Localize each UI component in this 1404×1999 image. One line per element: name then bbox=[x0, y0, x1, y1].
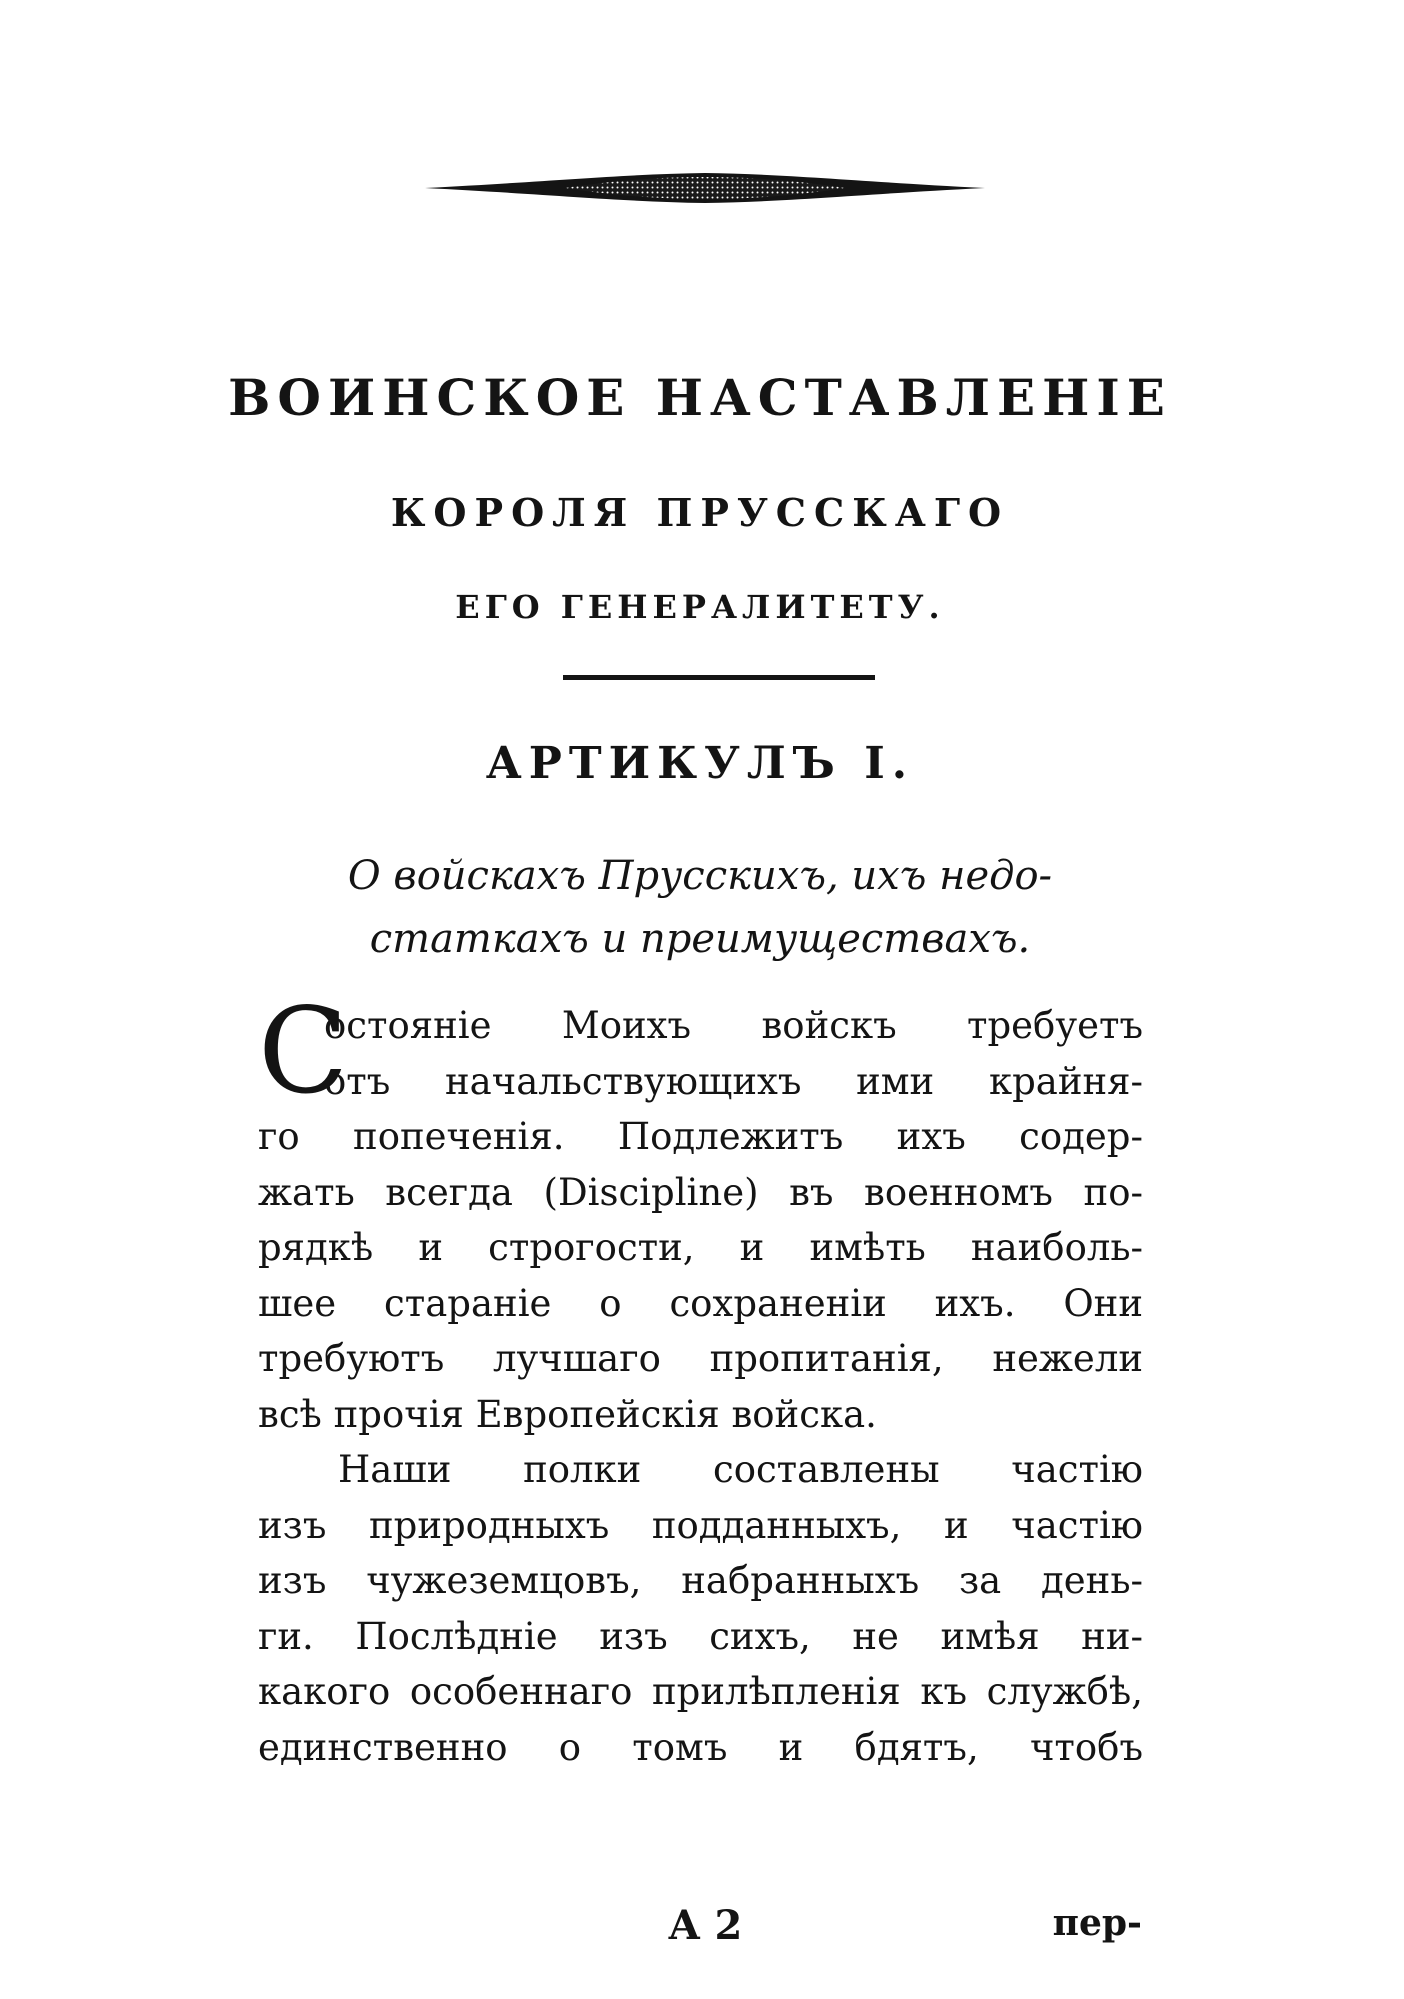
text-line: требуютъ лучшаго пропитанія, нежели bbox=[258, 1337, 1143, 1380]
text-line: шее стараніе о сохраненіи ихъ. Они bbox=[258, 1281, 1143, 1325]
catchword: пер- bbox=[1052, 1902, 1142, 1944]
paragraph-2 bbox=[258, 1442, 1143, 1775]
body-text bbox=[258, 982, 1143, 1775]
article-heading: АРТИКУЛЪ I. bbox=[485, 738, 915, 789]
text-line: единственно о томъ и бдятъ, чтобъ bbox=[258, 1725, 1143, 1769]
title-rule bbox=[563, 675, 875, 680]
article-subtitle-line: О войскахъ Прусскихъ, ихъ недо- bbox=[347, 853, 1053, 899]
text-line: изъ чужеземцовъ, набранныхъ за день- bbox=[258, 1559, 1143, 1602]
book-subtitle: КОРОЛЯ ПРУССКАГО bbox=[390, 490, 1010, 535]
paragraph-1 bbox=[258, 982, 1143, 1442]
book-title: ВОИНСКОЕ НАСТАВЛЕНІЕ bbox=[228, 368, 1172, 427]
text-line: го попеченія. Подлежитъ ихъ содер- bbox=[258, 1115, 1143, 1158]
text-line: ги. Послѣдніе изъ сихъ, не имѣя ни- bbox=[258, 1614, 1143, 1658]
text-line: остояніе Моихъ войскъ требуетъ bbox=[324, 1004, 1143, 1047]
article-subtitle bbox=[240, 845, 1160, 971]
article-subtitle-line: статкахъ и преимуществахъ. bbox=[369, 916, 1031, 962]
text-line: какого особеннаго прилѣпленія къ службѣ, bbox=[258, 1670, 1143, 1713]
text-line: Наши полки составлены частію bbox=[338, 1448, 1143, 1491]
text-line: изъ природныхъ подданныхъ, и частію bbox=[258, 1503, 1143, 1547]
drop-cap: С bbox=[258, 982, 349, 1120]
signature-mark: А 2 bbox=[668, 1902, 743, 1949]
text-line: жать всегда (Discipline) въ военномъ по- bbox=[258, 1170, 1143, 1214]
text-line: отъ начальствующихъ ими крайня- bbox=[324, 1059, 1143, 1103]
book-subtitle-2: ЕГО ГЕНЕРАЛИТЕТУ. bbox=[455, 588, 945, 626]
text-line: всѣ прочія Европейскія войска. bbox=[258, 1392, 877, 1436]
text-line: рядкѣ и строгости, и имѣть наиболь- bbox=[258, 1226, 1143, 1269]
header-ornament bbox=[425, 170, 985, 206]
